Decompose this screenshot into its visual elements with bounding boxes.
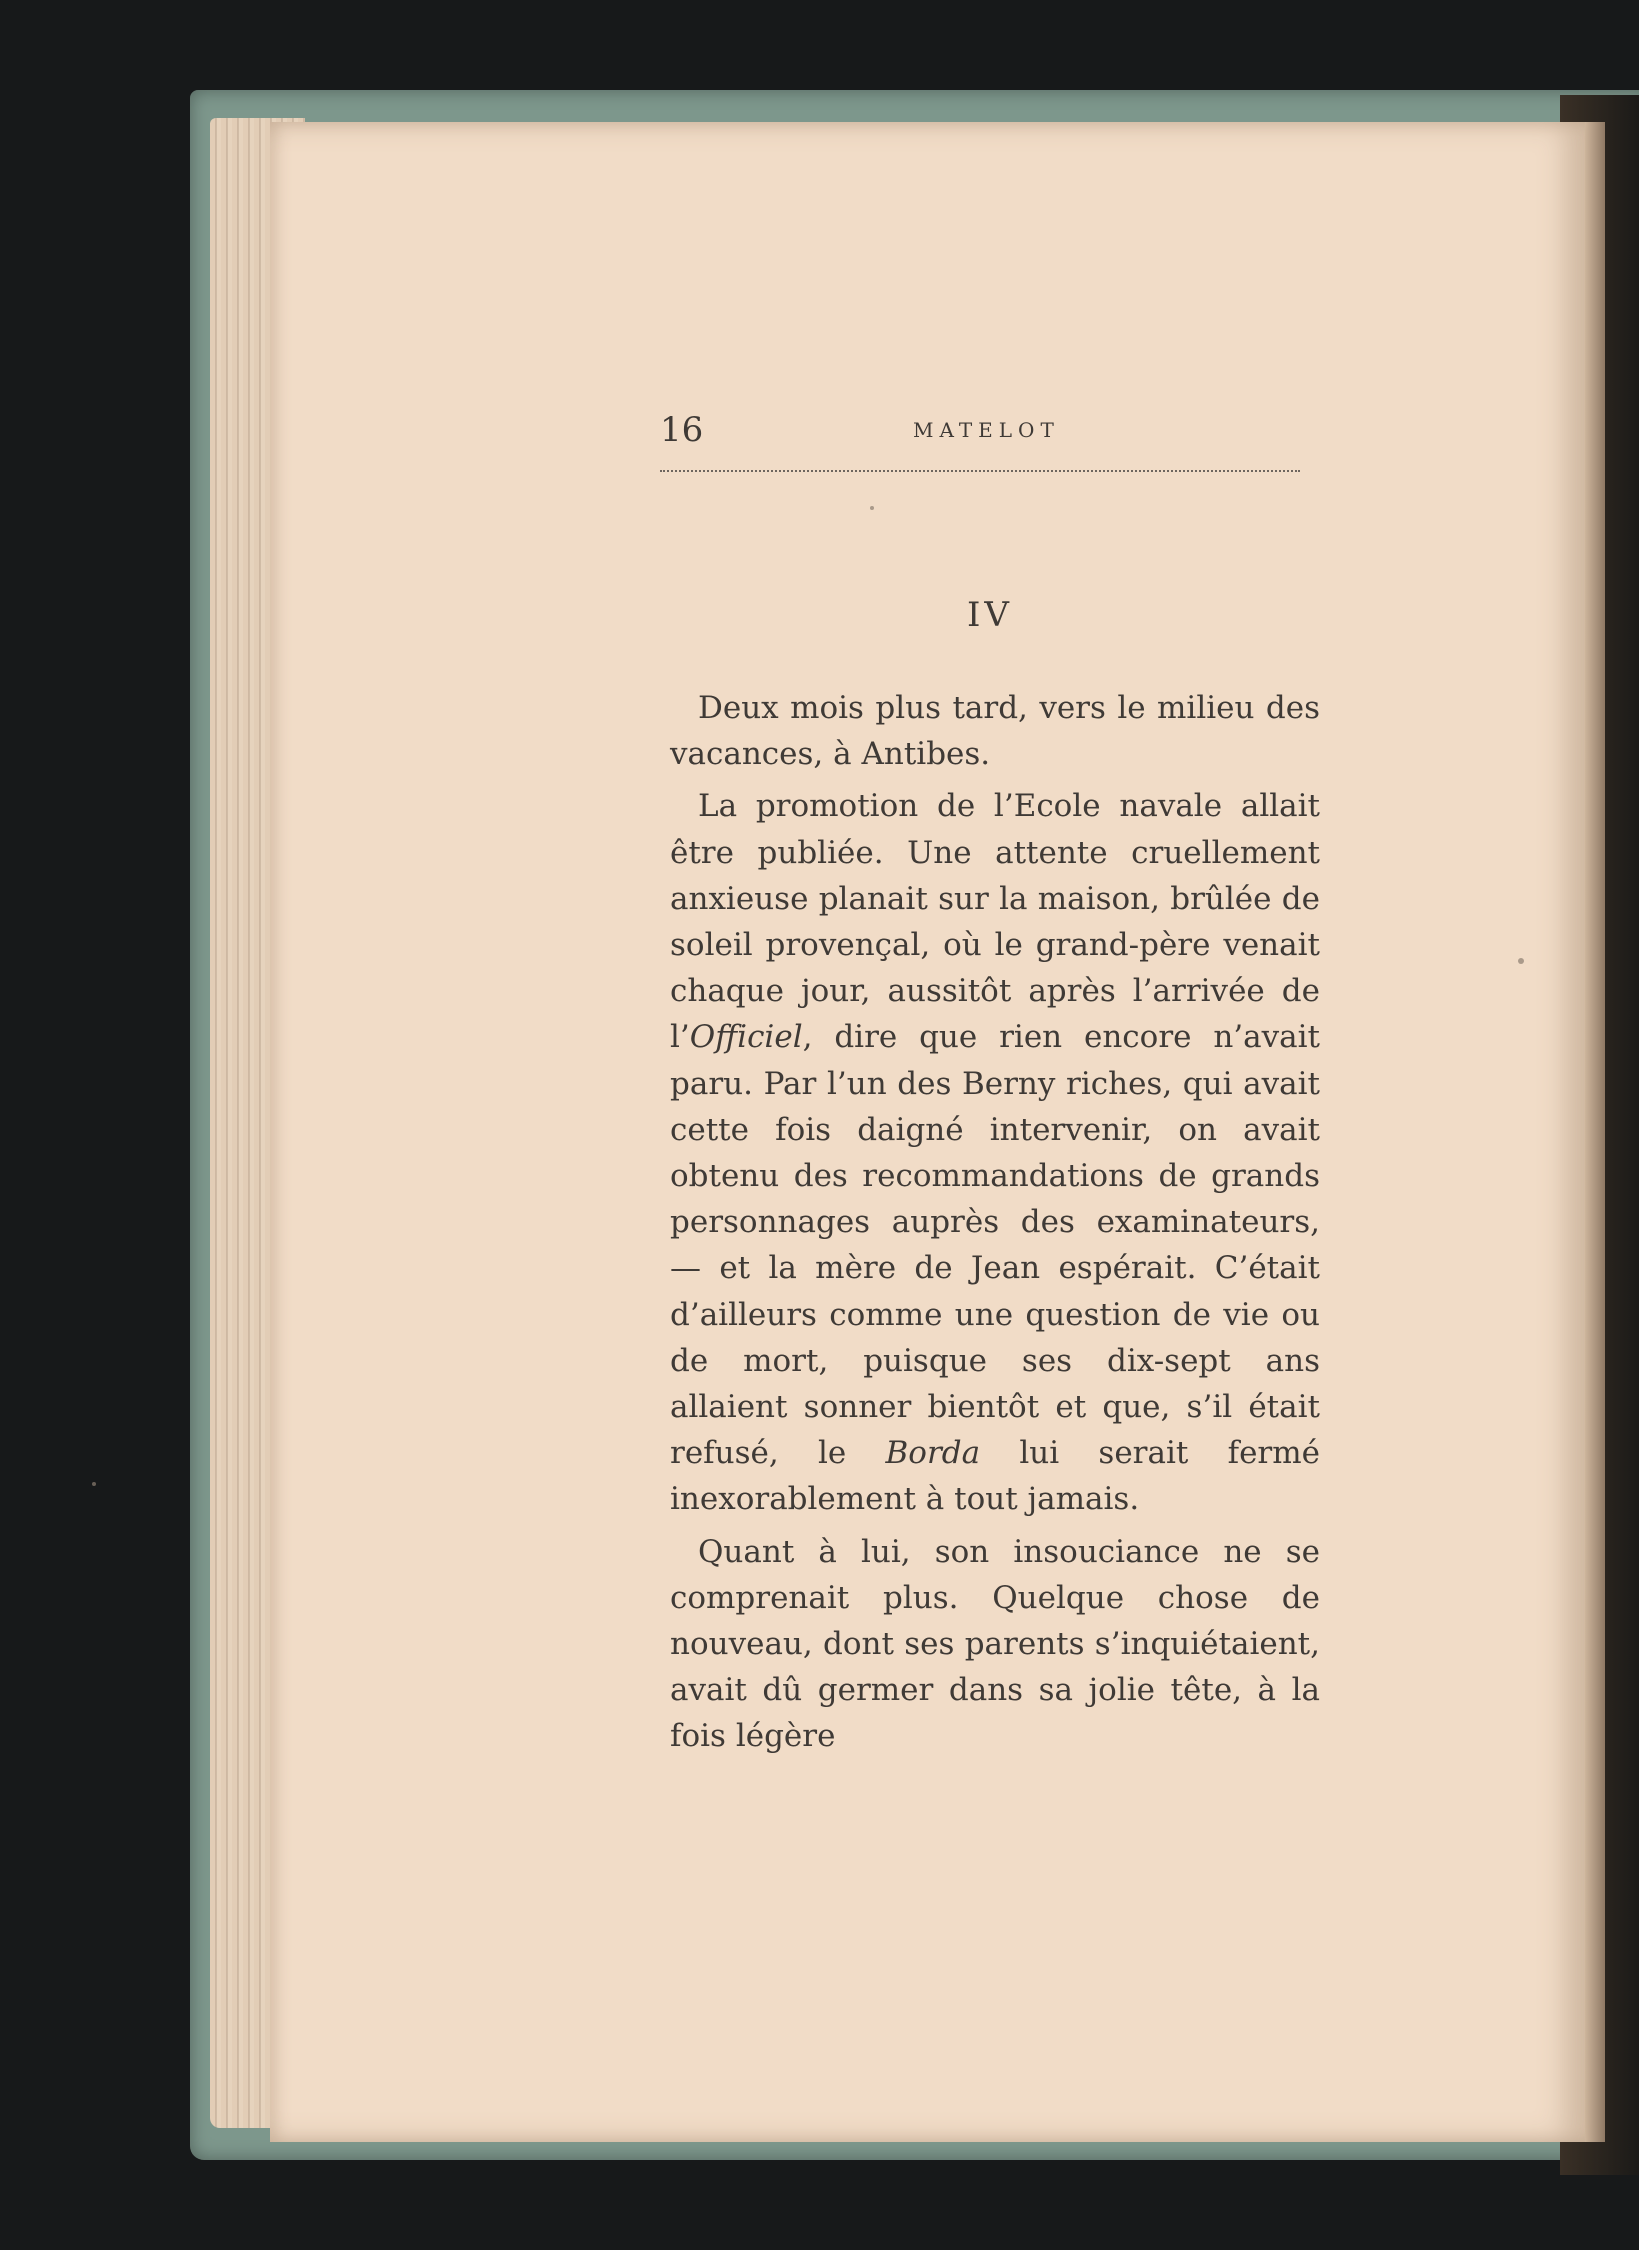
italic-borda: Borda (885, 1435, 981, 1472)
paper-speck (870, 506, 874, 510)
chapter-heading: IV (967, 595, 1013, 635)
paragraph-2-text-a: La promotion de l’Ecole navale allait être publiée. Une attente cruellement anxieuse planait sur la maison, brûlée de soleil provençal, où le grand-père venait chaque jour, aussitôt après l’arrivée de l’ (670, 788, 1320, 1056)
header-dotted-rule (660, 470, 1300, 472)
italic-officiel: Officiel (689, 1019, 803, 1056)
paper-speck (1518, 958, 1524, 964)
paragraph-1: Deux mois plus tard, vers le milieu des vacances, à Antibes. (670, 690, 1320, 773)
page-number: 16 (660, 410, 704, 450)
paragraph-2-text-b: , dire que rien encore n’avait paru. Par l’un des Berny riches, qui avait cette fois daigné intervenir, on avait obtenu des recommandations de grands personnages auprès des examinateurs, — et la mère de Jean espérait. C’était d’ailleurs comme une question de vie ou de mort, puisque ses dix-sept ans allaient sonner bientôt et que, s’il était refusé, le (670, 1019, 1320, 1472)
paragraph-3: Quant à lui, son insouciance ne se comprenait plus. Quelque chose de nouveau, dont ses parents s’inquiétaient, avait dû germer dans sa jolie tête, à la fois légère (670, 1533, 1320, 1755)
paper-speck (92, 1482, 96, 1486)
running-title: MATELOT (913, 418, 1060, 442)
body-text (670, 685, 1320, 1766)
paragraph-2 (670, 783, 1320, 1522)
paragraph-2-text-c: lui serait fermé inexorablement à tout jamais. (670, 1435, 1320, 1518)
page-header (660, 410, 1300, 464)
page-fold-edge (1585, 122, 1605, 2142)
